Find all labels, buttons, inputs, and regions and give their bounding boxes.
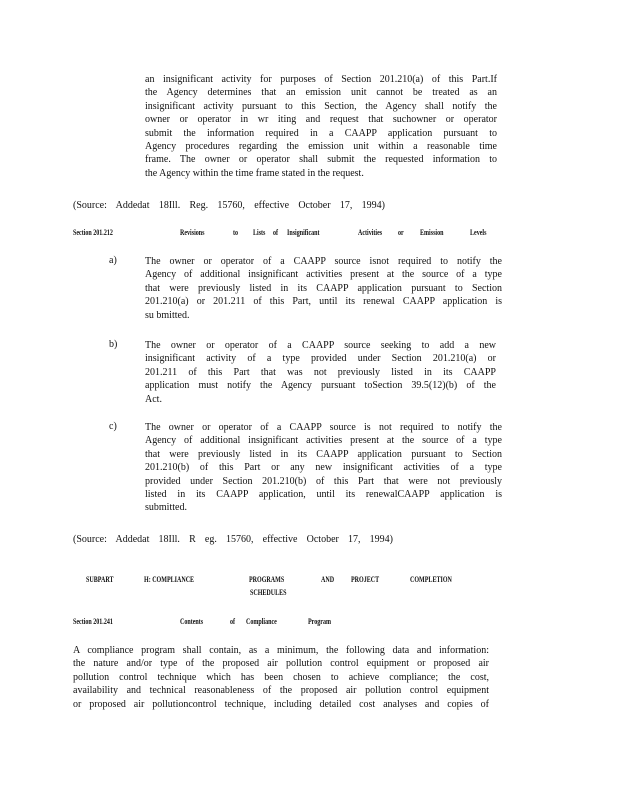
section-title-word: Levels — [470, 228, 487, 237]
text-line: availability and technical reasonableness of the proposed air pollution control equipment — [73, 685, 489, 697]
text-line: that were previously listed in its CAAPP application pursuant to Section — [145, 448, 502, 460]
item-marker-a: a) — [109, 255, 117, 266]
section-title-word: of — [230, 617, 236, 626]
text-line: 201.211 of this Part that was not previously listed in its CAAPP — [145, 366, 496, 378]
text-line: Agency of additional insignificant activities present at the source of a type — [145, 269, 502, 281]
subpart-word: PROGRAMS — [249, 575, 285, 584]
subpart-word: PROJECT — [351, 575, 380, 584]
section-title-word: Contents — [180, 617, 204, 626]
text-line: su bmitted. — [145, 309, 190, 321]
paragraph-compliance-program — [73, 644, 489, 711]
subpart-heading — [86, 575, 466, 601]
section-number: Section 201.212 — [73, 228, 113, 237]
text-line: pollution control technique which has been chosen to achieve compliance; the cost, — [73, 671, 489, 683]
section-heading-201-241 — [73, 617, 353, 629]
section-title-word: Compliance — [246, 617, 277, 626]
source-note — [73, 199, 385, 212]
section-title-word: Emission — [420, 228, 444, 237]
text-line: The owner or operator of a CAAPP source is not required to notify the — [145, 422, 502, 433]
text-line: submit the information required in a CAAPP application pursuant to — [145, 127, 497, 139]
text-line: Agency of additional insignificant activities present at the source of a type — [145, 435, 502, 447]
text-line: A compliance program shall contain, as a minimum, the following data and information: — [73, 645, 489, 656]
section-title-word: of — [273, 228, 279, 237]
item-marker-c: c) — [109, 421, 117, 432]
section-heading-201-212 — [73, 228, 493, 240]
text-line: application must notify the Agency pursuant toSection 39.5(12)(b) of the — [145, 380, 496, 392]
text-line: that were previously listed in its CAAPP application pursuant to Section — [145, 282, 502, 294]
subpart-word: SUBPART — [86, 575, 114, 584]
text-line: Act. — [145, 393, 162, 405]
section-number: Section 201.241 — [73, 617, 113, 626]
text-line: insignificant activity pursuant to this Section, the Agency shall notify the — [145, 100, 497, 112]
section-title-word: or — [398, 228, 404, 237]
subpart-word: COMPLETION — [410, 575, 452, 584]
paragraph-insignificant-activity — [145, 73, 497, 180]
text-line: 201.210(b) of this Part or any new insignificant activities of a type — [145, 462, 502, 474]
text-line: listed in its CAAPP application, until its renewalCAAPP application is — [145, 489, 502, 501]
text-line: 201.210(a) or 201.211 of this Part, until its renewal CAAPP application is — [145, 296, 502, 308]
text-line: The owner or operator of a CAAPP source seeking to add a new — [145, 340, 496, 351]
text-line: insignificant activity of a type provided under Section 201.210(a) or — [145, 353, 496, 365]
text-line: the nature and/or type of the proposed air pollution control equipment or proposed air — [73, 658, 489, 670]
section-title-word: Program — [308, 617, 332, 626]
text-line: an insignificant activity for purposes of Section 201.210(a) of this Part.If — [145, 74, 497, 85]
text-line: provided under Section 201.210(b) of this Part that were not previously — [145, 475, 502, 487]
section-title-word: to — [233, 228, 239, 237]
text-line: the Agency within the time frame stated in the request. — [145, 167, 364, 179]
text-line: owner or operator in wr iting and request that suchowner or operator — [145, 114, 497, 126]
text-line: frame. The owner or operator shall submit the requested information to — [145, 154, 497, 166]
text-line: or proposed air pollutioncontrol technique, including detailed cost analyses and copies of — [73, 698, 489, 710]
source-note — [73, 533, 393, 546]
item-marker-b: b) — [109, 339, 118, 350]
subpart-word: H: COMPLIANCE — [144, 575, 195, 584]
item-a-text — [145, 255, 502, 322]
section-title-word: Activities — [358, 228, 383, 237]
text-line: Agency procedures regarding the emission unit within a reasonable time — [145, 141, 497, 153]
item-b-text — [145, 339, 496, 406]
text-line: submitted. — [145, 502, 187, 514]
text-line: The owner or operator of a CAAPP source isnot required to notify the — [145, 256, 502, 267]
source-text: (Source: Addedat 18Ill. R eg. 15760, effective October 17, 1994) — [73, 534, 393, 545]
section-title-word: Insignificant — [287, 228, 320, 237]
subpart-word: SCHEDULES — [250, 588, 287, 597]
subpart-word: AND — [321, 575, 335, 584]
text-line: the Agency determines that an emission unit cannot be treated as an — [145, 87, 497, 99]
source-text: (Source: Addedat 18Ill. Reg. 15760, effective October 17, 1994) — [73, 200, 385, 211]
item-c-text — [145, 421, 502, 515]
section-title-word: Lists — [253, 228, 266, 237]
section-title-word: Revisions — [180, 228, 205, 237]
